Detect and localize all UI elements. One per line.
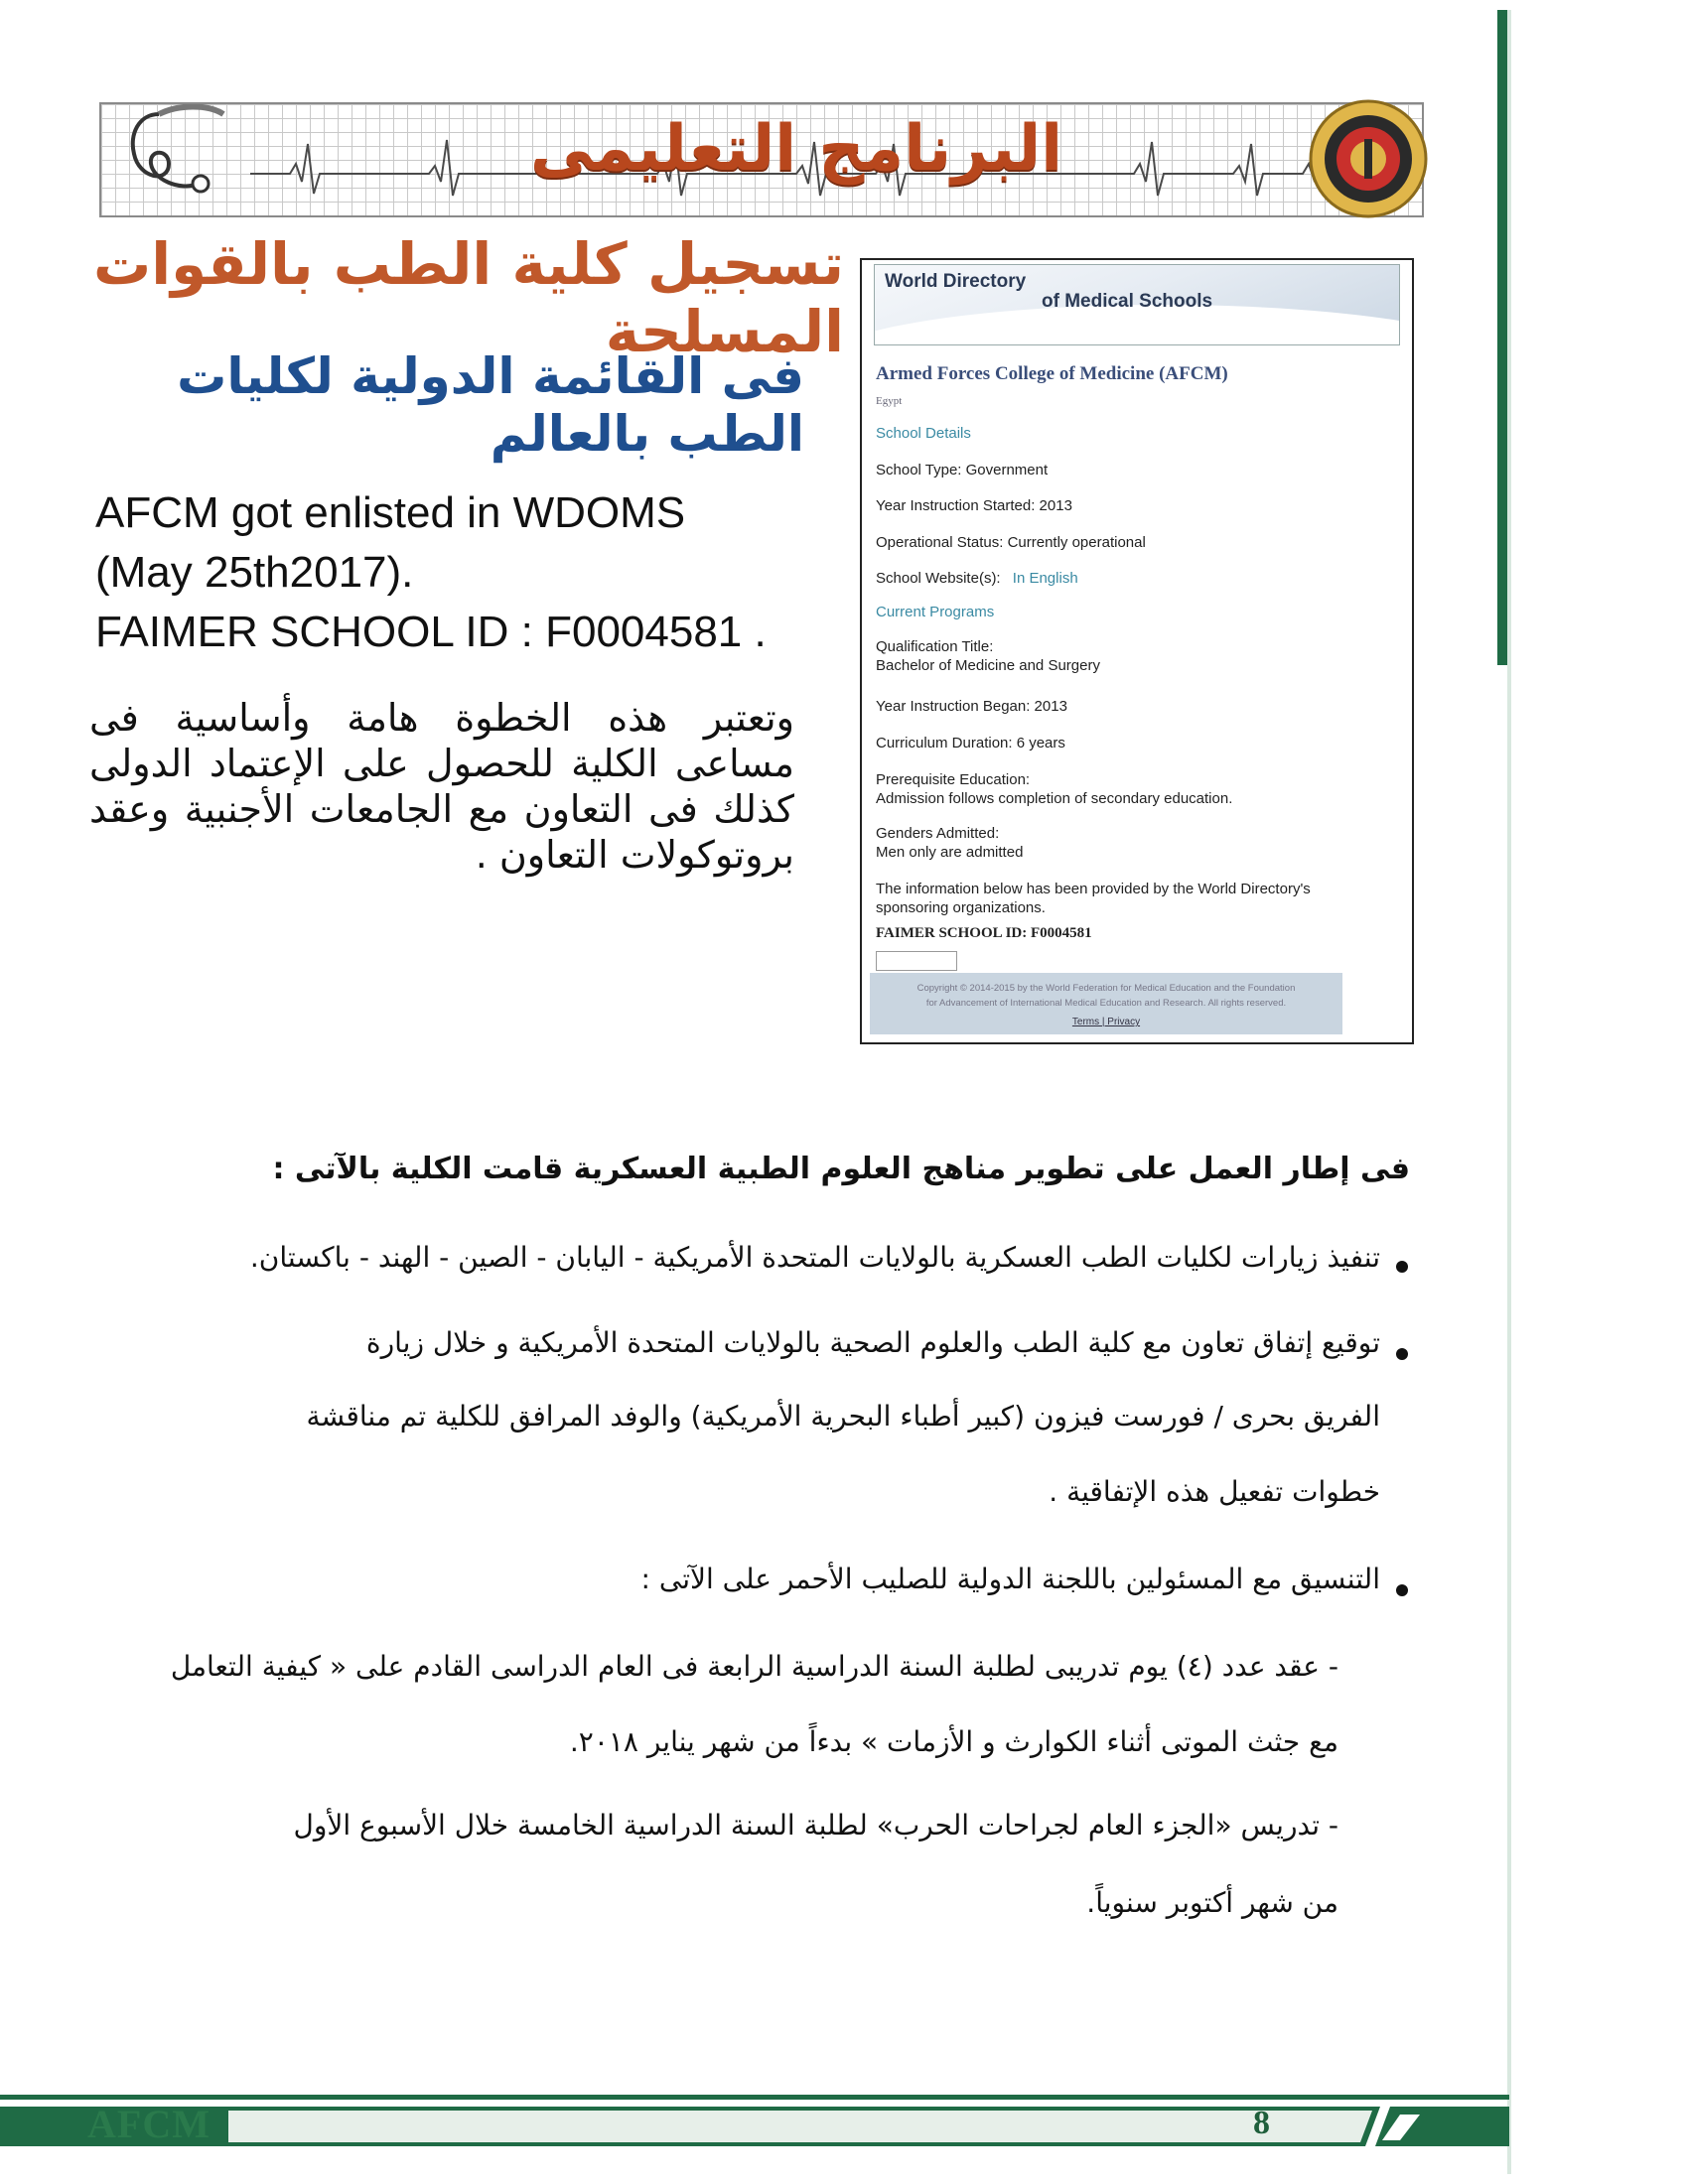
footer-brand: AFCM: [87, 2102, 211, 2146]
bullet-agreement-line-2: الفريق بحرى / فورست فيزون (كبير أطباء البحرية الأمريكية) والوفد المرافق للكلية تم مناقشة: [306, 1400, 1380, 1433]
year-instruction-began: Year Instruction Began: 2013: [876, 698, 1067, 715]
school-details-link[interactable]: School Details: [876, 425, 971, 442]
operational-status: Operational Status: Currently operational: [876, 534, 1146, 551]
english-announcement: [95, 483, 850, 662]
prerequisite-education: [876, 770, 1232, 808]
wdoms-copyright: [880, 981, 1333, 1011]
copyright-line-1: Copyright © 2014-2015 by the World Federation for Medical Education and the Foundation: [916, 983, 1296, 994]
page-edge-stripe: [1497, 10, 1507, 665]
bullet-agreement-line-1: توقيع إتفاق تعاون مع كلية الطب والعلوم الصحية بالولايات المتحدة الأمريكية و خلال زيارة: [365, 1326, 1380, 1359]
qualification-label: Qualification Title:: [876, 638, 994, 655]
header-banner: [99, 102, 1424, 217]
bullet-red-cross: التنسيق مع المسئولين باللجنة الدولية للصليب الأحمر على الآتى :: [640, 1563, 1380, 1595]
wdoms-country: Egypt: [876, 395, 903, 407]
terms-privacy-link[interactable]: Terms | Privacy: [1071, 1017, 1141, 1027]
footer-bar: [0, 2095, 1509, 2154]
banner-title: البرنامج التعليمى: [529, 112, 1063, 186]
bullet-dot: [1396, 1261, 1408, 1273]
faimer-school-id: FAIMER SCHOOL ID: F0004581: [876, 925, 1092, 941]
english-line-2: (May 25th2017).: [95, 548, 414, 597]
wdoms-footer: [870, 973, 1342, 1034]
year-instruction-started: Year Instruction Started: 2013: [876, 497, 1072, 514]
genders-label: Genders Admitted:: [876, 825, 1000, 842]
prerequisite-value: Admission follows completion of secondary education.: [876, 790, 1233, 807]
school-website-label: School Website(s):: [876, 570, 1001, 587]
school-type: School Type: Government: [876, 462, 1049, 478]
sub-item-war-surgery-line-2: من شهر أكتوبر سنوياً.: [1086, 1886, 1338, 1919]
page-edge-stripe-light: [1507, 10, 1511, 2174]
genders-admitted: [876, 824, 1023, 862]
page-subheading: فى القائمة الدولية لكليات الطب بالعالم: [177, 347, 804, 463]
info-note-line-2: sponsoring organizations.: [876, 899, 1046, 916]
prerequisite-label: Prerequisite Education:: [876, 771, 1031, 788]
page-number: 8: [1253, 2105, 1270, 2141]
sub-item-war-surgery-line-1: - تدريس «الجزء العام لجراحات الحرب» لطلبة السنة الدراسية الخامسة خلال الأسبوع الأول: [293, 1809, 1338, 1842]
wdoms-header-subtitle: of Medical Schools: [1042, 291, 1213, 312]
bullet-dot: [1396, 1584, 1408, 1596]
qualification-value: Bachelor of Medicine and Surgery: [876, 657, 1100, 674]
page-heading: تسجيل كلية الطب بالقوات المسلحة: [92, 230, 844, 365]
info-note-line-1: The information below has been provided by the World Directory's: [876, 881, 1311, 897]
genders-value: Men only are admitted: [876, 844, 1024, 861]
qualification-title: [876, 637, 1100, 675]
current-programs-link[interactable]: Current Programs: [876, 604, 995, 620]
wdoms-input-box[interactable]: [876, 951, 957, 971]
arabic-paragraph: وتعتبر هذه الخطوة هامة وأساسية فى مساعى الكلية للحصول على الإعتماد الدولى كذلك فى التعاون مع الجامعات الأجنبية وعقد بروتوكولات التعاون .: [89, 696, 794, 877]
stethoscope-icon: [99, 102, 228, 213]
college-seal-icon: [1309, 99, 1428, 218]
sub-item-training-line-2: مع جثث الموتى أثناء الكوارث و الأزمات » بدءاً من شهر يناير ٢٠١٨.: [569, 1725, 1338, 1758]
curriculum-duration: Curriculum Duration: 6 years: [876, 735, 1065, 751]
section-title: فى إطار العمل على تطوير مناهج العلوم الطبية العسكرية قامت الكلية بالآتى :: [272, 1152, 1410, 1186]
sub-item-training-line-1: - عقد عدد (٤) يوم تدريبى لطلبة السنة الدراسية الرابعة فى العام الدراسى القادم على « كيفية التعامل: [170, 1650, 1338, 1683]
wdoms-screenshot: [860, 258, 1414, 1044]
wdoms-header-title: World Directory: [885, 271, 1027, 292]
website-in-english-link[interactable]: In English: [1012, 570, 1078, 587]
wdoms-header: [874, 264, 1400, 345]
bullet-visits: تنفيذ زيارات لكليات الطب العسكرية بالولايات المتحدة الأمريكية - اليابان - الصين - الهند - باكستان.: [249, 1241, 1380, 1274]
copyright-line-2: for Advancement of International Medical Education and Research. All rights reserved.: [925, 998, 1287, 1009]
english-line-1: AFCM got enlisted in WDOMS: [95, 488, 686, 537]
wdoms-school-name: Armed Forces College of Medicine (AFCM): [876, 363, 1228, 384]
english-line-3: FAIMER SCHOOL ID : F0004581 .: [95, 608, 767, 656]
info-note: [876, 880, 1311, 917]
school-website-row: [876, 569, 1078, 588]
bullet-dot: [1396, 1348, 1408, 1360]
bullet-agreement-line-3: خطوات تفعيل هذه الإتفاقية .: [1049, 1475, 1380, 1508]
